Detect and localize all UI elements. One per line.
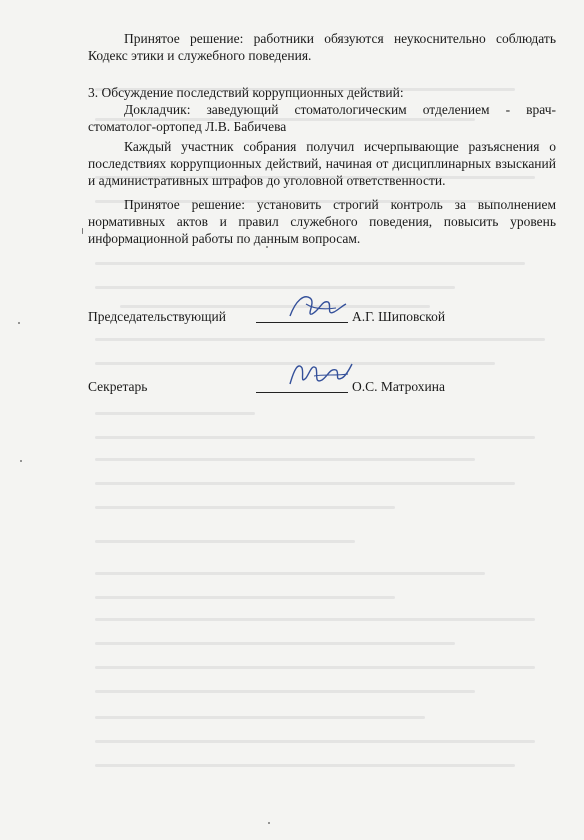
scan-speck [20, 460, 22, 462]
scan-mark [82, 228, 83, 234]
item-3-heading: 3. Обсуждение последствий коррупционных действий: [88, 85, 404, 100]
decision-2: Принятое решение: установить строгий контроль за выполнением нормативных актов и правил служебного поведения, повысить уровень информационной работы по данным вопросам. [88, 197, 556, 246]
scan-speck [268, 822, 270, 824]
speaker-line: Докладчик: заведующий стоматологическим отделением - врач-стоматолог-ортопед Л.В. Бабичева [88, 102, 556, 134]
scan-speck [18, 322, 20, 324]
scan-speck [266, 246, 268, 248]
decision-1: Принятое решение: работники обязуются неукоснительно соблюдать Кодекс этики и служебного поведения. [88, 31, 556, 63]
chair-role: Председательствующий [88, 309, 226, 324]
chair-signature [282, 290, 352, 326]
chair-name: А.Г. Шиповской [352, 309, 446, 324]
secretary-name: О.С. Матрохина [352, 379, 445, 394]
explanation-paragraph: Каждый участник собрания получил исчерпывающие разъяснения о последствиях коррупционных действий, начиная от дисциплинарных взысканий и административных штрафов до уголовной ответственности. [88, 139, 556, 188]
secretary-signature [284, 354, 356, 394]
secretary-role: Секретарь [88, 379, 148, 394]
